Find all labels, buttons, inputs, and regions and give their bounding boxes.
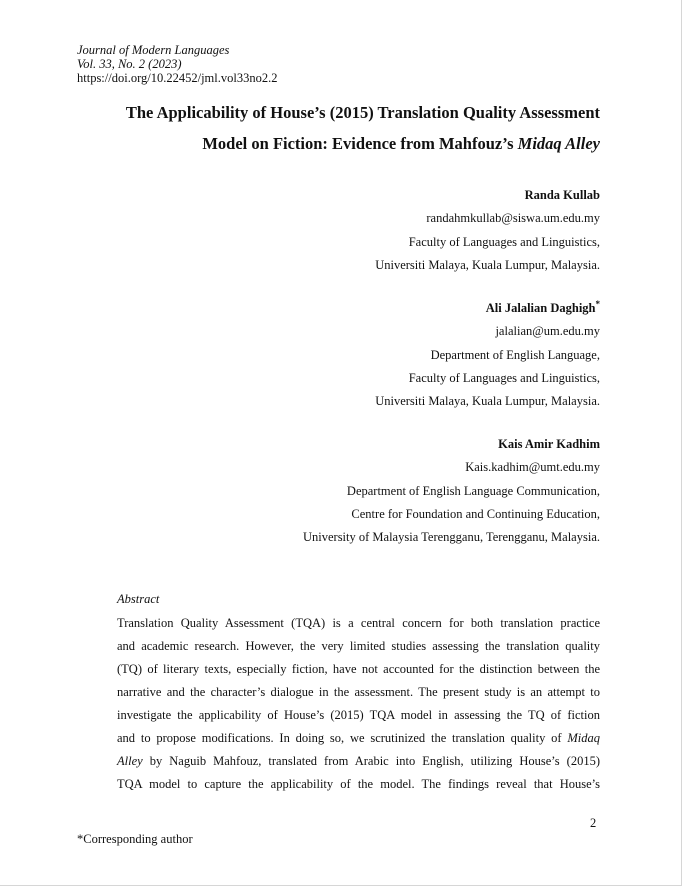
author-name: Kais Amir Kadhim bbox=[498, 437, 600, 451]
abstract-line: investigate the applicability of House’s (2015) TQA model in assessing the TQ of fiction bbox=[117, 708, 600, 722]
journal-header bbox=[77, 43, 277, 85]
abstract-line: (TQ) of literary texts, especially fiction, have not accounted for the distinction between the bbox=[117, 662, 600, 676]
title-line-2-text: Model on Fiction: Evidence from Mahfouz’s bbox=[202, 134, 518, 153]
author-name-row bbox=[375, 297, 600, 320]
author-affiliation-line: University of Malaysia Terengganu, Terengganu, Malaysia. bbox=[302, 530, 600, 545]
author-block-1 bbox=[375, 184, 600, 277]
author-affiliation-line: Universiti Malaya, Kuala Lumpur, Malaysia. bbox=[375, 257, 600, 272]
journal-doi[interactable]: https://doi.org/10.22452/jml.vol33no2.2 bbox=[77, 71, 278, 85]
journal-volume: Vol. 33, No. 2 (2023) bbox=[77, 57, 182, 71]
abstract-line bbox=[117, 727, 600, 750]
footnote: *Corresponding author bbox=[77, 832, 193, 846]
abstract-book-name: Alley bbox=[117, 754, 143, 768]
author-block-3 bbox=[303, 433, 600, 549]
author-name: Randa Kullab bbox=[524, 188, 600, 202]
paper-title-line-2 bbox=[60, 134, 600, 154]
abstract-body bbox=[117, 612, 600, 796]
author-email[interactable]: randahmkullab@siswa.um.edu.my bbox=[426, 211, 600, 226]
author-affiliation-line: Department of English Language, bbox=[430, 347, 600, 362]
abstract-line: TQA model to capture the applicability of the model. The findings reveal that House’s bbox=[117, 777, 600, 791]
author-name: Ali Jalalian Daghigh bbox=[485, 301, 596, 315]
author-affiliation-line: Centre for Foundation and Continuing Education, bbox=[351, 506, 600, 521]
abstract-book-name: Midaq bbox=[567, 731, 600, 745]
author-affiliation-line: Faculty of Languages and Linguistics, bbox=[408, 234, 600, 249]
abstract-line-text: by Naguib Mahfouz, translated from Arabic into English, utilizing House’s (2015) bbox=[142, 754, 600, 768]
abstract-line: Translation Quality Assessment (TQA) is a central concern for both translation practice bbox=[117, 616, 600, 630]
author-email[interactable]: jalalian@um.edu.my bbox=[495, 324, 600, 339]
author-affiliation-line: Universiti Malaya, Kuala Lumpur, Malaysia. bbox=[375, 394, 600, 409]
abstract-line-text: and to propose modifications. In doing so, we scrutinized the translation quality of bbox=[117, 731, 568, 745]
abstract-heading: Abstract bbox=[117, 592, 160, 606]
abstract-line: narrative and the character’s dialogue in the assessment. The present study is an attempt to bbox=[117, 685, 600, 699]
abstract-line bbox=[117, 750, 600, 773]
author-block-2 bbox=[375, 297, 600, 413]
author-email[interactable]: Kais.kadhim@umt.edu.my bbox=[465, 460, 600, 475]
abstract-line: and academic research. However, the very limited studies assessing the translation quality bbox=[117, 639, 600, 653]
author-affiliation-line: Department of English Language Communication, bbox=[346, 483, 600, 498]
corresponding-marker: * bbox=[595, 298, 600, 309]
author-affiliation-line: Faculty of Languages and Linguistics, bbox=[408, 370, 600, 385]
journal-name: Journal of Modern Languages bbox=[77, 43, 230, 57]
title-book-name: Midaq Alley bbox=[517, 134, 600, 153]
paper-title-line-1: The Applicability of House’s (2015) Translation Quality Assessment bbox=[125, 103, 600, 122]
page-number: 2 bbox=[590, 816, 597, 830]
